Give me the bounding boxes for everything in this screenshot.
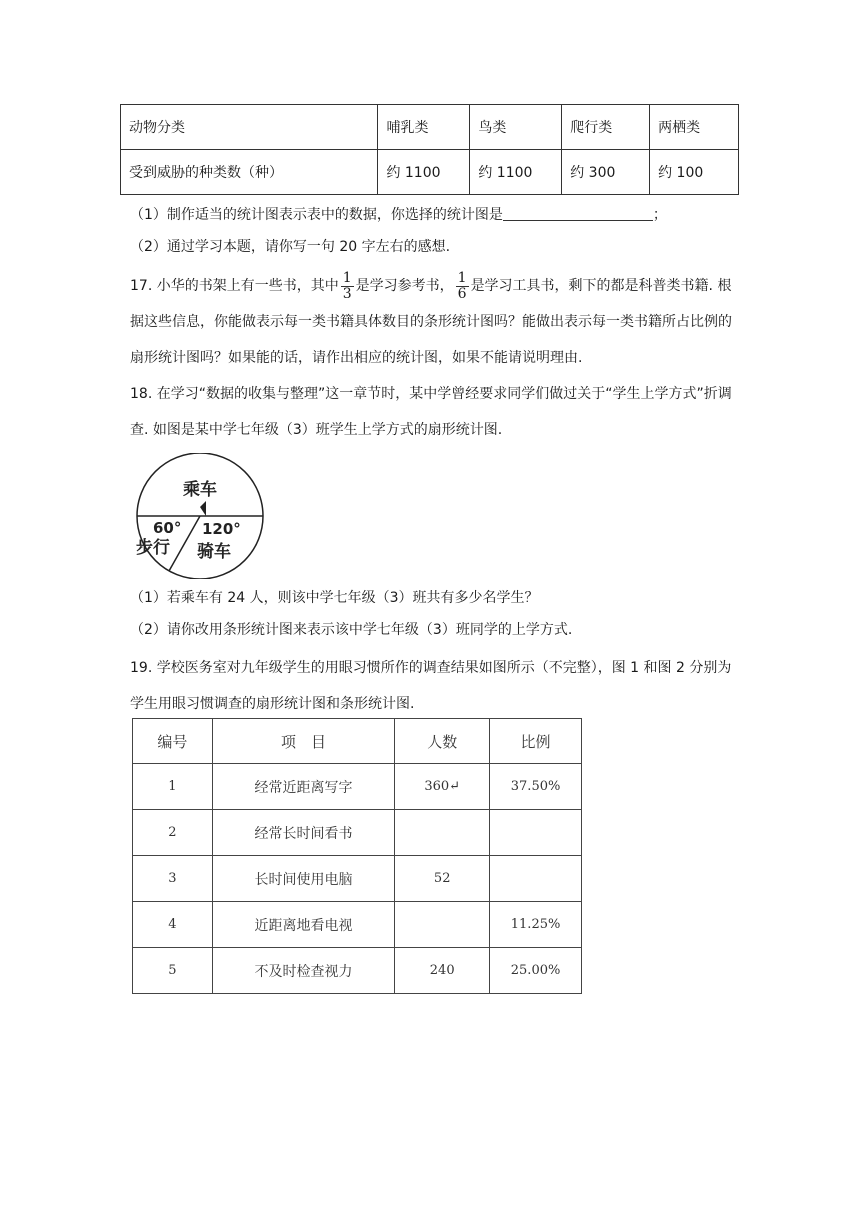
q16-part2: （2）通过学习本题，请你写一句 20 字左右的感想. xyxy=(130,239,451,255)
table-row xyxy=(133,902,582,948)
pie-label-walk-angle: 60° xyxy=(153,519,182,537)
table-cell: 动物分类 xyxy=(121,105,378,150)
table-row xyxy=(133,856,582,902)
table-header-cell: 项 目 xyxy=(212,719,395,764)
q17-text-3: 是学习工具书，剩下的都是科普类书籍. 根据这些信息，你能做表示每一类书籍具体数目的条形统计图吗？能做出表示每一类书籍所占比例的扇形统计图吗？如果能的话，请作出相应的统计图，如果不能请说明理由. xyxy=(130,278,732,366)
table-header-cell: 人数 xyxy=(395,719,490,764)
table-header-cell: 编号 xyxy=(133,719,213,764)
pie-label-bike-angle: 120° xyxy=(202,520,241,538)
table-cell: 11.25% xyxy=(490,902,582,948)
table-cell xyxy=(395,810,490,856)
question-18: 18. 在学习“数据的收集与整理”这一章节时，某中学曾经要求同学们做过关于“学生上学方式”折调查. 如图是某中学七年级（3）班学生上学方式的扇形统计图. xyxy=(130,386,732,438)
table-cell: 受到威胁的种类数（种） xyxy=(121,150,378,195)
table-cell: 3 xyxy=(133,856,213,902)
q17-text-1: 17. 小华的书架上有一些书，其中 xyxy=(130,278,339,294)
travel-pie-chart xyxy=(133,453,269,579)
question-17 xyxy=(130,268,742,376)
fraction-one-sixth: $\frac{1}{6}$ xyxy=(457,269,467,302)
table-cell xyxy=(490,810,582,856)
table-cell: 不及时检查视力 xyxy=(212,948,395,994)
table-cell xyxy=(395,902,490,948)
table-cell: 长时间使用电脑 xyxy=(212,856,395,902)
table-cell: 2 xyxy=(133,810,213,856)
table-cell: 哺乳类 xyxy=(378,105,470,150)
question-19: 19. 学校医务室对九年级学生的用眼习惯所作的调查结果如图所示（不完整），图 1 和图 2 分别为学生用眼习惯调查的扇形统计图和条形统计图. xyxy=(130,660,732,712)
table-cell: 经常近距离写字 xyxy=(212,764,395,810)
table-cell: 1 xyxy=(133,764,213,810)
table-row xyxy=(133,764,582,810)
table-row xyxy=(121,150,739,195)
q17-text-2: 是学习参考书， xyxy=(355,278,454,294)
table-cell: 经常长时间看书 xyxy=(212,810,395,856)
animal-threat-table xyxy=(120,104,739,195)
eye-habit-survey-table xyxy=(132,718,582,994)
table-cell xyxy=(490,856,582,902)
table-cell: 约 300 xyxy=(562,150,650,195)
table-cell: 约 1100 xyxy=(378,150,470,195)
q18-part1: （1）若乘车有 24 人，则该中学七年级（3）班共有多少名学生？ xyxy=(130,590,539,606)
table-header-cell: 比例 xyxy=(490,719,582,764)
pie-label-ride: 乘车 xyxy=(183,480,217,500)
table-cell: 爬行类 xyxy=(562,105,650,150)
table-cell: 25.00% xyxy=(490,948,582,994)
table-cell: 52 xyxy=(395,856,490,902)
table-row xyxy=(121,105,739,150)
q18-part2: （2）请你改用条形统计图来表示该中学七年级（3）班同学的上学方式. xyxy=(130,622,573,638)
table-cell: 240 xyxy=(395,948,490,994)
table-row xyxy=(133,810,582,856)
table-row xyxy=(133,948,582,994)
pie-label-walk: 步行 xyxy=(136,538,170,558)
q16-part1-text: （1）制作适当的统计图表示表中的数据，你选择的统计图是 xyxy=(130,207,503,223)
q16-part1-end: ； xyxy=(652,207,667,223)
table-cell: 近距离地看电视 xyxy=(212,902,395,948)
q16-part1 xyxy=(130,205,667,225)
table-cell: 360↵ xyxy=(395,764,490,810)
pie-label-bike: 骑车 xyxy=(197,542,231,562)
table-cell: 4 xyxy=(133,902,213,948)
fraction-one-third: $\frac{1}{3}$ xyxy=(342,269,352,302)
answer-blank xyxy=(503,206,653,221)
table-cell: 5 xyxy=(133,948,213,994)
table-cell: 鸟类 xyxy=(470,105,562,150)
table-header-row xyxy=(133,719,582,764)
table-cell: 37.50% xyxy=(490,764,582,810)
table-cell: 约 1100 xyxy=(470,150,562,195)
table-cell: 两栖类 xyxy=(650,105,739,150)
table-cell: 约 100 xyxy=(650,150,739,195)
